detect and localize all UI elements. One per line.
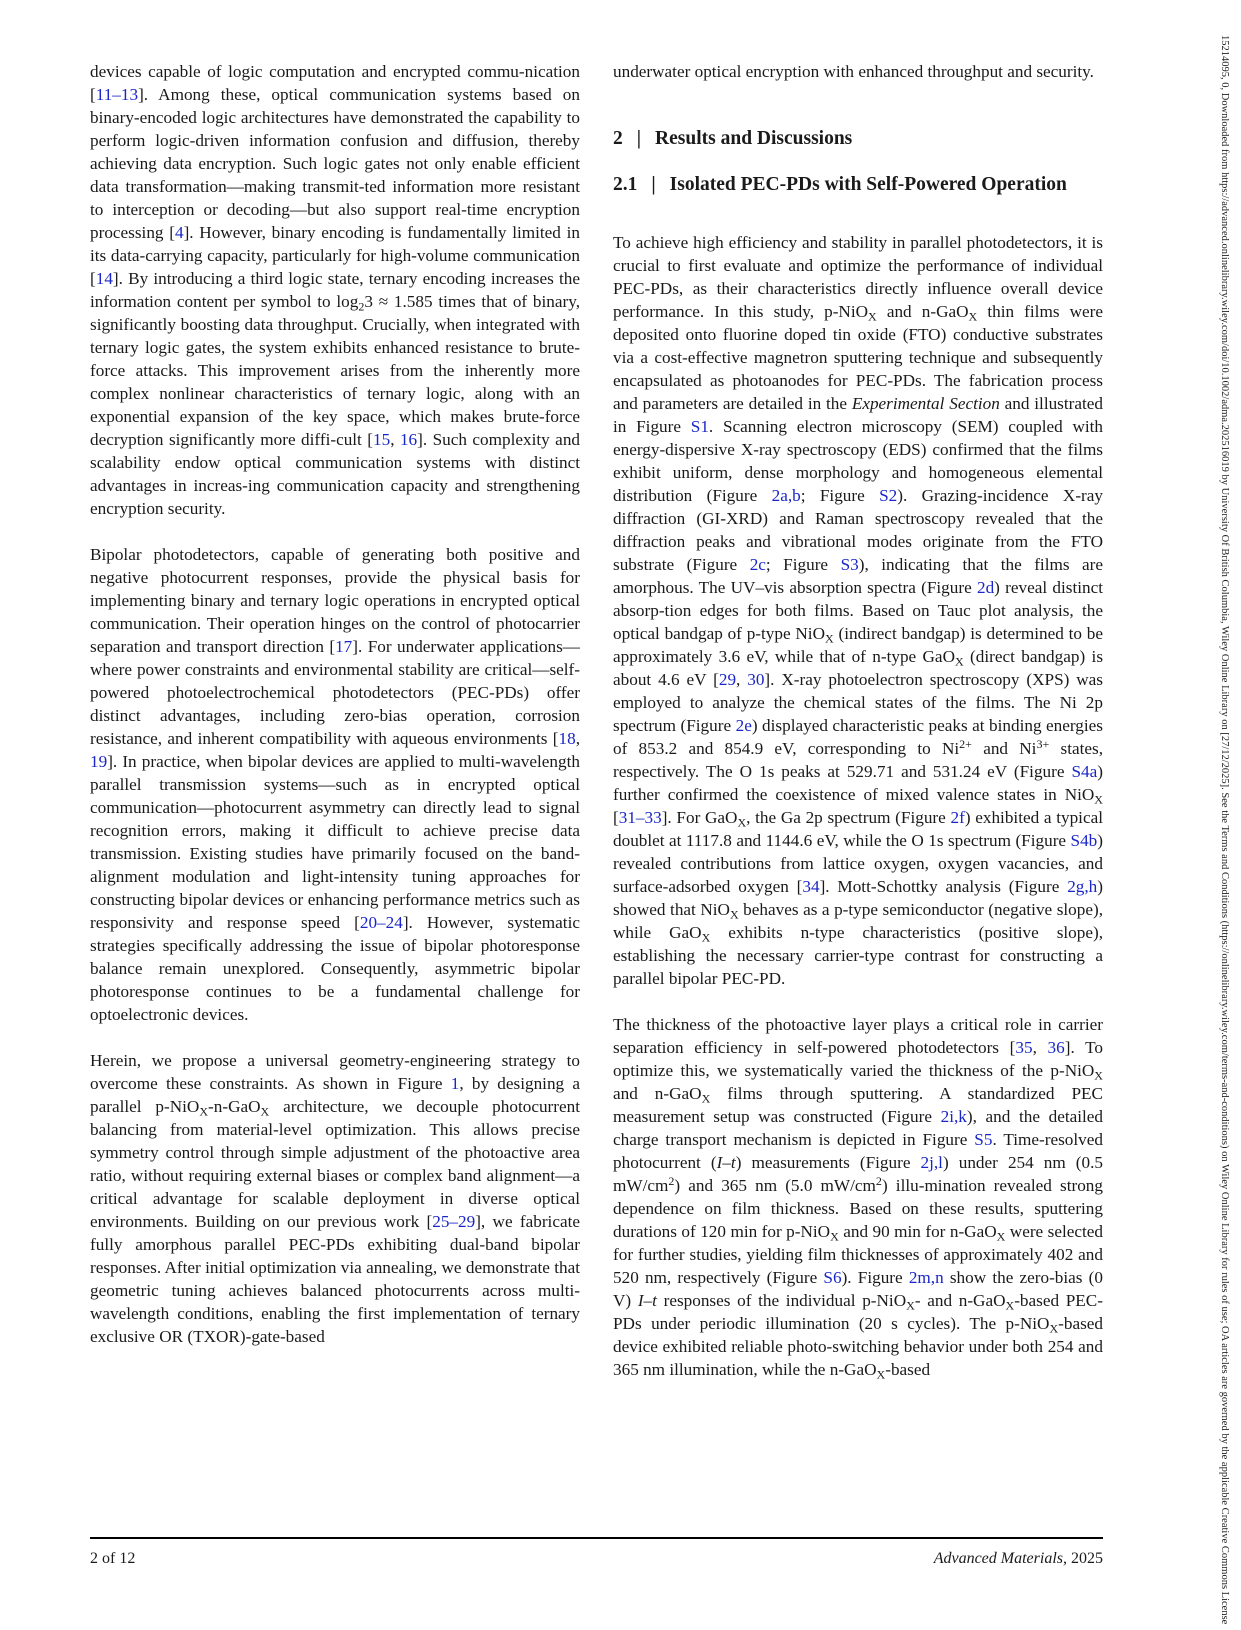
- citation-link[interactable]: 4: [174, 223, 184, 242]
- paragraph-isolated-pec-pds: To achieve high efficiency and stability in parallel photodetectors, it is crucial to first evaluate and optimize the performance of individual PEC-PDs, as their characteristics directly influence overall device performance. In this study, p-NiO$_X$ and n-GaO$_X$ thin films were deposited onto fluorine doped tin oxide (FTO) conductive substrates via a cost-effective magnetron sputtering technique and subsequently encapsulated as photoanodes for PEC-PDs. The fabrication process and parameters are detailed in the Experimental Section and illustrated in Figure S1. Scanning electron microscopy (SEM) coupled with energy-dispersive X-ray spectroscopy (EDS) confirmed that the films exhibit uniform, dense morphology and homogeneous elemental distribution (Figure 2a,b; Figure S2). Grazing-incidence X-ray diffraction (GI-XRD) and Raman spectroscopy revealed that the diffraction peaks and vibrational modes originate from the FTO substrate (Figure 2c; Figure S3), indicating that the films are amorphous. The UV–vis absorption spectra (Figure 2d) reveal distinct absorp-tion edges for both films. Based on Tauc plot analysis, the optical bandgap of p-type NiO$_X$ (indirect bandgap) is determined to be approximately 3.6 eV, while that of n-type GaO$_X$ (direct bandgap) is about 4.6 eV [29, 30]. X-ray photoelectron spectroscopy (XPS) was employed to analyze the chemical states of the films. The Ni 2p spectrum (Figure 2e) displayed characteristic peaks at binding energies of 853.2 and 854.9 eV, corresponding to $Ni^{2+}$ and $Ni^{3+}$ states, respectively. The O 1s peaks at 529.71 and 531.24 eV (Figure S4a) further confirmed the coexistence of mixed valence states in NiO$_X$ [31–33]. For GaO$_X$, the Ga 2p spectrum (Figure 2f) exhibited a typical doublet at 1117.8 and 1144.6 eV, while the O 1s spectrum (Figure S4b) revealed contributions from lattice oxygen, oxygen vacancies, and surface-adsorbed oxygen [34]. Mott-Schottky analysis (Figure 2g,h) showed that NiO$_X$ behaves as a p-type semiconductor (negative slope), while GaO$_X$ exhibits n-type characteristics (positive slope), establishing the necessary carrier-type contrast for constructing a parallel bipolar PEC-PD.: [613, 233, 1104, 988]
- citation-link[interactable]: 29: [718, 670, 737, 689]
- figure-link[interactable]: S1: [690, 417, 709, 436]
- figure-link[interactable]: 2e: [735, 716, 752, 735]
- citation-link[interactable]: 17: [335, 637, 353, 656]
- figure-link[interactable]: S6: [823, 1268, 842, 1287]
- figure-link[interactable]: 2g,h: [1067, 877, 1098, 896]
- citation-link[interactable]: 19: [90, 752, 108, 771]
- citation-link[interactable]: 36: [1047, 1038, 1065, 1057]
- citation-link[interactable]: 31–33: [618, 808, 662, 827]
- citation-link[interactable]: 30: [747, 670, 765, 689]
- citation-link[interactable]: 20–24: [359, 913, 403, 932]
- paragraph-intro-logic: devices capable of logic computation and encrypted commu-nication [11–13]. Among these, optical communication systems based on binary-encoded logic architectures have demonstrated the capability to perform logic-driven information confusion and diffusion, thereby achieving data encryption. Such logic gates not only enable efficient data transformation—making transmit-ted information more resistant to interception or decoding—but also support real-time encryption processing [4]. However, binary encoding is fundamentally limited in its data-carrying capacity, particularly for high-volume communication [14]. By introducing a third logic state, ternary encoding increases the information content per symbol to $\log_23 \approx 1.585$ times that of binary, significantly boosting data throughput. Crucially, when integrated with ternary logic gates, the system exhibits enhanced resistance to brute-force attacks. This improvement arises from the inherently more complex nonlinear characteristics of ternary logic, along with an exponential expansion of the key space, which makes brute-force decryption significantly more diffi-cult [15, 16]. Such complexity and scalability endow optical communication systems with distinct advantages in increas-ing communication capacity and strengthening encryption security.: [90, 62, 581, 518]
- figure-link[interactable]: 1: [450, 1074, 460, 1093]
- figure-link[interactable]: S5: [974, 1130, 993, 1149]
- page-number: 2 of 12: [90, 1550, 136, 1567]
- section-heading: 2 | Results and Discussions: [613, 128, 853, 149]
- citation-link[interactable]: 18: [558, 729, 576, 748]
- figure-link[interactable]: 2i,k: [940, 1107, 967, 1126]
- figure-link[interactable]: 2a,b: [771, 486, 801, 505]
- citation-link[interactable]: 35: [1015, 1038, 1033, 1057]
- paragraph-herein: Herein, we propose a universal geometry-engineering strategy to overcome these constraints. As shown in Figure 1, by designing a parallel p-NiO$_X$-n-GaO$_X$ architecture, we decouple photocurrent balancing from material-level optimization. This allows precise symmetry control through simple adjustment of the photoactive area ratio, without requiring external biases or complex band alignment—a critical advantage for scalable deployment in diverse optical environments. Building on our previous work [25–29], we fabricate fully amorphous parallel PEC-PDs exhibiting dual-band bipolar responses. After initial optimization via annealing, we demonstrate that geometric tuning achieves balanced photocurrents across multi-wavelength conditions, enabling the first implementation of ternary exclusive OR (TXOR)-gate-based: [90, 1051, 581, 1346]
- citation-link[interactable]: 15: [373, 430, 391, 449]
- citation-link[interactable]: 16: [399, 430, 418, 449]
- journal-name: Advanced Materials, 2025: [933, 1550, 1103, 1567]
- figure-link[interactable]: 2f: [950, 808, 965, 827]
- right-column: [613, 60, 1103, 1381]
- citation-link[interactable]: 11–13: [95, 85, 139, 104]
- paragraph-thickness: The thickness of the photoactive layer plays a critical role in carrier separation efficiency in self-powered photodetectors [35, 36]. To optimize this, we systematically varied the thickness of the p-NiO$_X$ and n-GaO$_X$ films through sputtering. A standardized PEC measurement setup was constructed (Figure 2i,k), and the detailed charge transport mechanism is depicted in Figure S5. Time-resolved photocurrent (I–t) measurements (Figure 2j,l) under 254 nm (0.5 $mW/cm^2$) and 365 nm (5.0 $mW/cm^2$) illu-mination revealed strong dependence on film thickness. Based on these results, sputtering durations of 120 min for p-NiO$_X$ and 90 min for n-GaO$_X$ were selected for further studies, yielding film thicknesses of approximately 402 and 520 nm, respectively (Figure S6). Figure 2m,n show the zero-bias (0 V) I–t responses of the individual p-NiO$_X$- and n-GaO$_X$-based PEC-PDs under periodic illumination (20 s cycles). The p-NiO$_X$-based device exhibited reliable photo-switching behavior under both 254 and 365 nm illumination, while the n-GaO$_X$-based: [613, 1015, 1104, 1382]
- figure-link[interactable]: S2: [879, 486, 898, 505]
- figure-link[interactable]: S4b: [1070, 831, 1098, 850]
- figure-link[interactable]: 2j,l: [920, 1153, 943, 1172]
- figure-link[interactable]: 2c: [749, 555, 766, 574]
- citation-link[interactable]: 14: [95, 269, 113, 288]
- subsection-heading: 2.1 | Isolated PEC-PDs with Self-Powered Operation: [613, 174, 1067, 195]
- figure-link[interactable]: 2m,n: [908, 1268, 944, 1287]
- left-column: [90, 60, 580, 1348]
- footer-divider: [90, 1537, 1103, 1539]
- figure-link[interactable]: 2d: [976, 578, 995, 597]
- download-notice: 15214095, 0, Downloaded from https://advanced.onlinelibrary.wiley.com/doi/10.1002/adma.202516019 by University Of British Columbia, Wiley Online Library on [27/12/2025]. See the Terms and Conditions (https://onlinelibrary.wiley.com/terms-and-conditions) on Wiley Online Library for rules of use; OA articles are governed by the applicable Creative Commons License: [1219, 35, 1230, 1625]
- figure-link[interactable]: S3: [840, 555, 859, 574]
- figure-link[interactable]: S4a: [1071, 762, 1098, 781]
- citation-link[interactable]: 34: [802, 877, 820, 896]
- citation-link[interactable]: 25–29: [432, 1212, 476, 1231]
- paragraph-continuation: underwater optical encryption with enhanced throughput and security.: [613, 62, 1094, 81]
- paragraph-bipolar: Bipolar photodetectors, capable of generating both positive and negative photocurrent responses, provide the physical basis for implementing binary and ternary logic operations in encrypted optical communication. Their operation hinges on the control of photocarrier separation and transport direction [17]. For underwater applications—where power constraints and environmental stability are critical—self-powered photoelectrochemical photodetectors (PEC-PDs) offer distinct advantages, including zero-bias operation, corrosion resistance, and inherent compatibility with aqueous environments [18, 19]. In practice, when bipolar devices are applied to multi-wavelength parallel transmission systems—such as in encrypted optical communication—photocurrent asymmetry can directly lead to signal recognition errors, making it difficult to achieve precise data transmission. Existing studies have primarily focused on the band-alignment modulation and light-intensity tuning approaches for constructing bipolar devices or enhancing performance metrics such as responsivity and response speed [20–24]. However, systematic strategies specifically addressing the issue of bipolar photoresponse balance remain unexplored. Consequently, asymmetric bipolar photoresponse continues to be a fundamental challenge for optoelectronic devices.: [90, 545, 580, 1024]
